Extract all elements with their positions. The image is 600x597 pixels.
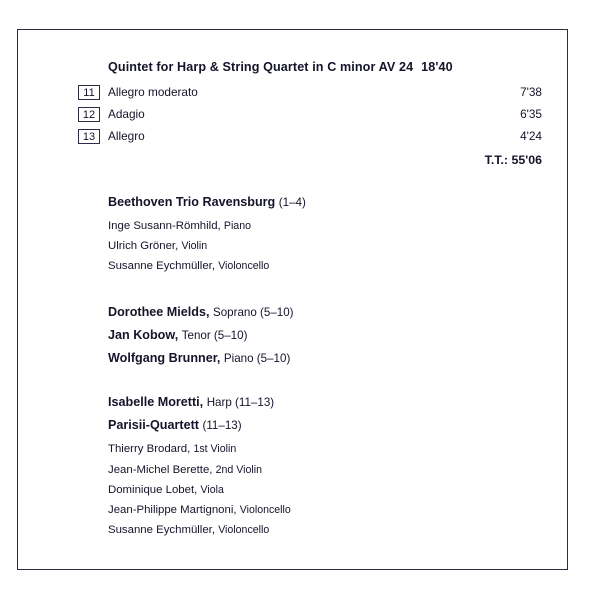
track-time: 4'24 [520, 129, 542, 143]
member-row [108, 460, 548, 480]
member-role: Viola [200, 483, 224, 496]
soloist-name: Dorothee Mields, [108, 304, 210, 319]
soloist-row [108, 326, 548, 345]
member-row [108, 256, 548, 276]
soloist-role: Tenor (5–10) [181, 328, 248, 342]
member-role: Violoncello [218, 524, 270, 537]
performer-group-quartet [108, 393, 548, 540]
track-number: 11 [78, 85, 100, 100]
member-name: Jean-Michel Berette, [108, 463, 213, 476]
ensemble-tracks: (1–4) [278, 196, 306, 209]
ensemble-name-row [108, 416, 548, 435]
soloist-name: Wolfgang Brunner, [108, 350, 221, 365]
track-listing [82, 60, 548, 541]
member-name: Susanne Eychmüller, [108, 524, 216, 537]
member-row [108, 236, 548, 256]
member-name: Dominique Lobet, [108, 483, 198, 496]
ensemble-name: Beethoven Trio Ravensburg [108, 195, 276, 209]
soloist-name: Jan Kobow, [108, 327, 179, 342]
member-row [108, 216, 548, 236]
soloist-role: Soprano (5–10) [212, 305, 294, 319]
track-title: Adagio [108, 107, 145, 121]
total-time: T.T.: 55'06 [484, 153, 542, 167]
member-role: Violin [181, 240, 208, 253]
work-duration: 18'40 [421, 60, 453, 74]
ensemble-name: Parisii-Quartett [108, 418, 199, 433]
member-role: Violoncello [239, 504, 291, 517]
track-time: 7'38 [520, 85, 542, 99]
member-role: 1st Violin [193, 443, 237, 456]
performer-group-ensemble [108, 193, 548, 277]
track-time: 6'35 [520, 107, 542, 121]
ensemble-tracks: (11–13) [202, 419, 242, 433]
soloist-role: Piano (5–10) [223, 351, 291, 365]
member-row [108, 520, 548, 540]
member-role: Piano [223, 219, 251, 232]
member-name: Ulrich Gröner, [108, 240, 179, 253]
member-name: Thierry Brodard, [108, 443, 191, 456]
work-title: Quintet for Harp & String Quartet in C minor AV 24 [108, 60, 414, 74]
member-role: 2nd Violin [215, 463, 262, 476]
track-row [78, 81, 548, 103]
track-number: 13 [78, 129, 100, 144]
performer-group-soloists [108, 303, 548, 368]
member-row [108, 500, 548, 520]
soloist-row [108, 349, 548, 368]
member-name: Inge Susann-Römhild, [108, 219, 221, 232]
member-row [108, 439, 548, 459]
ensemble-name-row [108, 193, 548, 212]
track-number: 12 [78, 107, 100, 122]
track-list [78, 81, 548, 147]
soloist-row [108, 393, 548, 412]
track-title: Allegro moderato [108, 85, 198, 99]
member-name: Jean-Philippe Martignoni, [108, 504, 237, 517]
soloist-role: Harp (11–13) [206, 396, 275, 410]
track-row [78, 103, 548, 125]
work-title-row [108, 60, 548, 74]
member-row [108, 480, 548, 500]
soloist-row [108, 303, 548, 322]
track-title: Allegro [108, 129, 145, 143]
member-role: Violoncello [218, 260, 270, 273]
member-name: Susanne Eychmüller, [108, 260, 216, 273]
track-row [78, 125, 548, 147]
soloist-name: Isabelle Moretti, [108, 395, 204, 410]
